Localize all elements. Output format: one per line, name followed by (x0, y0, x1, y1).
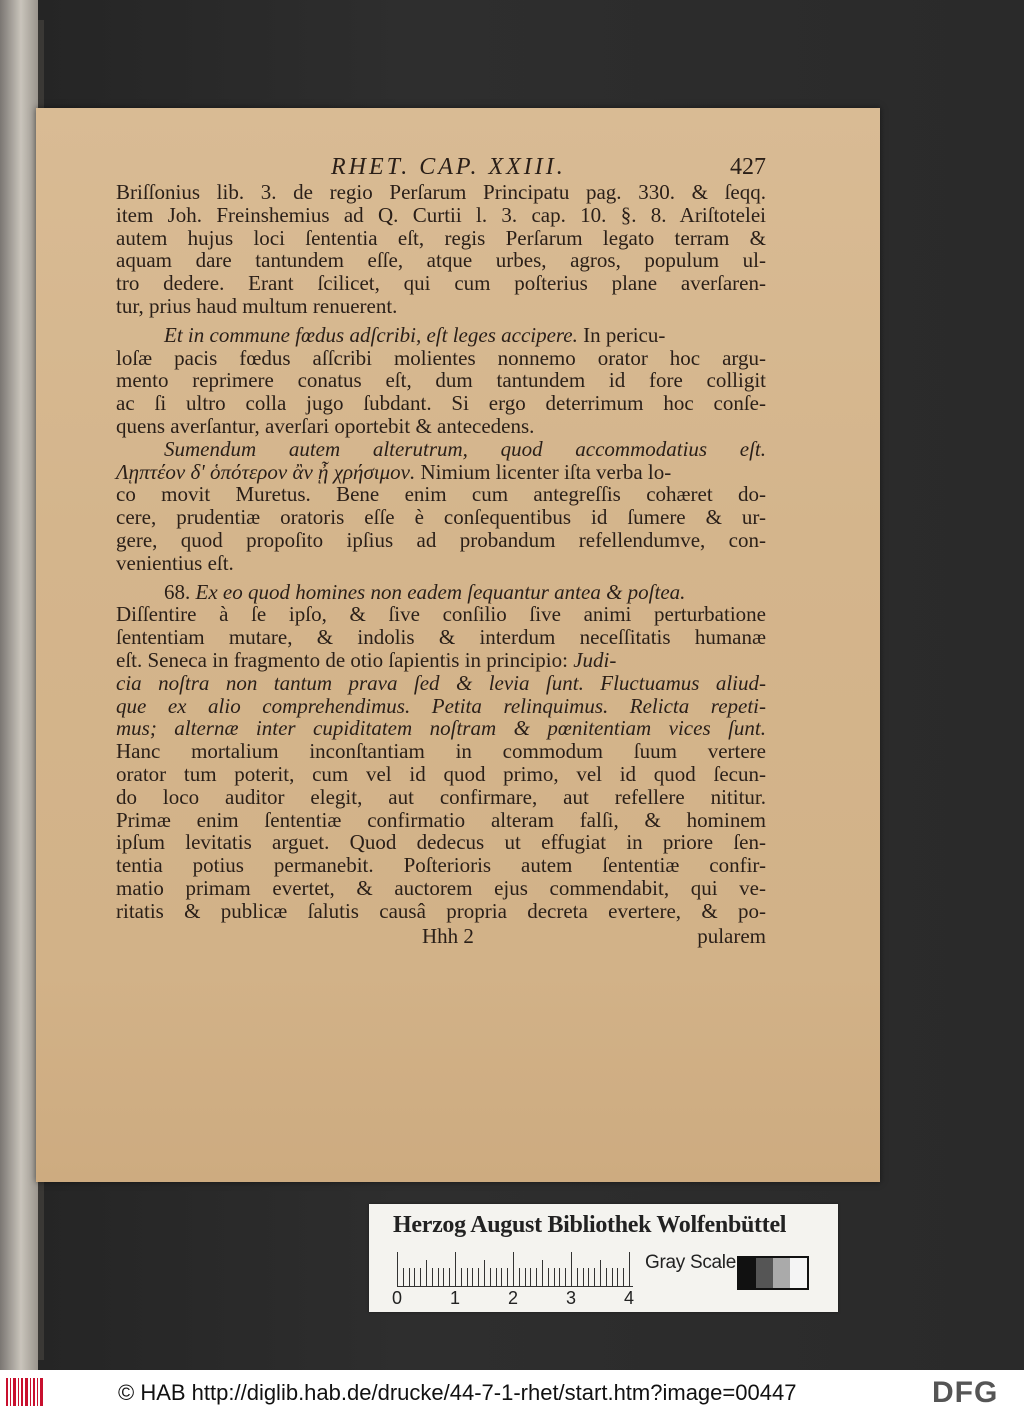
ruler-tick (606, 1268, 607, 1286)
text-line-tail-italic: Ex eo quod homines non eadem ſequantur antea & poſtea. (190, 579, 686, 604)
ruler-number: 1 (449, 1288, 461, 1308)
library-name: Herzog August Bibliothek Wolfenbüttel (393, 1212, 787, 1238)
barcode-bar (6, 1378, 8, 1406)
text-line (116, 204, 766, 227)
text-line (116, 369, 766, 392)
text-line (116, 529, 766, 552)
page-number: 427 (730, 154, 766, 180)
text-line-content: venientius eſt. (116, 550, 234, 575)
ruler-tick (525, 1268, 526, 1286)
barcode-logo-icon[interactable] (6, 1378, 46, 1406)
ruler-tick (617, 1268, 618, 1286)
ruler-tick (461, 1268, 462, 1286)
ruler-tick (397, 1252, 398, 1286)
catchword: pularem (697, 923, 766, 948)
text-line-content: eſt. Seneca in fragmento de otio ſapientis in principio: (116, 647, 568, 672)
ruler-number: 0 (391, 1288, 403, 1308)
text-line-content: tentia potius permanebit. Poſterioris autem ſententiæ confir- (116, 853, 766, 878)
barcode-bar (13, 1378, 16, 1406)
ruler-tick (409, 1268, 410, 1286)
text-line (116, 347, 766, 370)
ruler-tick (484, 1260, 485, 1286)
text-line-content: 68. (164, 579, 191, 604)
book-page (36, 108, 880, 1182)
text-line-content: Hanc mortalium inconſtantiam in commodum ſuum vertere (116, 739, 766, 764)
text-line (116, 415, 766, 438)
ruler-number: 4 (623, 1288, 635, 1308)
barcode-bar (25, 1378, 28, 1406)
barcode-bar (18, 1378, 19, 1406)
ruler-tick (403, 1268, 404, 1286)
ruler-number: 3 (565, 1288, 577, 1308)
ruler-number: 2 (507, 1288, 519, 1308)
text-line (116, 717, 766, 740)
ruler-tick (449, 1268, 450, 1286)
ruler-tick (559, 1268, 560, 1286)
ruler-tick (507, 1268, 508, 1286)
text-line-content: autem hujus loci ſententia eſt, regis Perſarum legato terram & (116, 225, 766, 250)
text-line (116, 392, 766, 415)
text-line (116, 672, 766, 695)
ruler-tick (490, 1268, 491, 1286)
text-line-content: cere, prudentiæ oratoris eſſe è conſequentibus id ſumere & ur- (116, 505, 766, 530)
text-line-content: Λῃπτέον δ' ὁπότερον ἂν ᾖ χρήσιμον. (116, 459, 416, 484)
library-color-card (369, 1204, 838, 1312)
text-line-content: matio primam evertet, & auctorem ejus commendabit, qui ve- (116, 875, 766, 900)
text-line-content: item Joh. Freinshemius ad Q. Curtii l. 3. cap. 10. §. 8. Ariſtotelei (116, 202, 766, 227)
text-line (116, 272, 766, 295)
text-line-tail: In pericu- (577, 322, 666, 347)
text-line (116, 227, 766, 250)
ruler-tick (629, 1252, 630, 1286)
text-line (116, 763, 766, 786)
ruler-tick (478, 1268, 479, 1286)
text-line-content: ſententiam mutare, & indolis & interdum neceſſitatis humanæ (116, 625, 766, 650)
text-line-content: ac ſi ultro colla jugo ſubdant. Si ergo deterrimum hoc conſe- (116, 391, 766, 416)
ruler-tick (571, 1252, 572, 1286)
text-line-content: Sumendum autem alterutrum, quod accommodatius eſt. (164, 436, 766, 461)
text-line-tail: Nimium licenter iſta verba lo- (415, 459, 672, 484)
text-line (116, 603, 766, 626)
text-line (116, 740, 766, 763)
text-line-content: que ex alio comprehendimus. Petita relinquimus. Relicta repeti- (116, 693, 766, 718)
text-line (116, 295, 766, 318)
gray-scale-patch (739, 1258, 756, 1288)
text-line (116, 324, 766, 347)
ruler-tick (612, 1268, 613, 1286)
text-line-content: tro dedere. Erant ſcilicet, qui cum poſterius plane averſaren- (116, 271, 766, 296)
gray-scale-patch (773, 1258, 790, 1288)
ruler-baseline (397, 1286, 633, 1287)
text-line-content: quens averſantur, averſari oportebit & antecedens. (116, 413, 535, 438)
text-line-content: loſæ pacis fœdus aſſcribi molientes nonnemo orator hoc argu- (116, 345, 766, 370)
ruler-tick (554, 1268, 555, 1286)
barcode-bar (40, 1378, 43, 1406)
ruler-tick (565, 1268, 566, 1286)
ruler-tick (443, 1268, 444, 1286)
text-line-content: ipſum levitatis arguet. Quod dedecus ut effugiat in priore ſen- (116, 830, 766, 855)
viewer-footer (0, 1370, 1024, 1416)
text-line-content: cia noſtra non tantum prava ſed & levia ſunt. Fluctuamus aliud- (116, 670, 766, 695)
text-line (116, 581, 766, 604)
ruler-tick (600, 1260, 601, 1286)
text-line (116, 438, 766, 461)
text-line (116, 626, 766, 649)
barcode-bar (30, 1378, 31, 1406)
text-line (116, 552, 766, 575)
ruler-tick (513, 1252, 514, 1286)
ruler-tick (472, 1268, 473, 1286)
text-line (116, 249, 766, 272)
text-line-content: mus; alternæ inter cupiditatem noſtram & pœnitentiam vices ſunt. (116, 716, 766, 741)
barcode-bar (33, 1378, 35, 1406)
ruler-tick (519, 1268, 520, 1286)
text-line-content: tur, prius haud multum renuerent. (116, 293, 398, 318)
ruler-tick (623, 1268, 624, 1286)
text-line-content: co movit Muretus. Bene enim cum antegreſſis cohæret do- (116, 482, 766, 507)
text-line (116, 649, 766, 672)
signature-mark: Hhh 2 (422, 923, 474, 948)
ruler-tick (583, 1268, 584, 1286)
ruler-tick (536, 1268, 537, 1286)
text-line-content: aquam dare tantundem eſſe, atque urbes, agros, populum ul- (116, 248, 766, 273)
ruler-tick (496, 1268, 497, 1286)
text-line (116, 831, 766, 854)
text-line (116, 786, 766, 809)
ruler-tick (438, 1268, 439, 1286)
text-line (116, 854, 766, 877)
text-line-content: gere, quod propoſito ipſius ad probandum refellendumve, con- (116, 527, 766, 552)
ruler-tick (414, 1268, 415, 1286)
barcode-bar (10, 1378, 11, 1406)
barcode-bar (37, 1378, 38, 1406)
text-line (116, 181, 766, 204)
text-line-content: do loco auditor elegit, aut confirmare, aut refellere nititur. (116, 784, 766, 809)
text-line (116, 877, 766, 900)
text-line-content: mento reprimere conatus eſt, dum tantundem id fore colligit (116, 368, 766, 393)
gray-scale-swatch (737, 1256, 809, 1290)
gray-scale-patch (790, 1258, 807, 1288)
text-line (116, 900, 766, 923)
ruler-tick (594, 1268, 595, 1286)
text-line (116, 483, 766, 506)
ruler-tick (432, 1268, 433, 1286)
text-line (116, 461, 766, 484)
ruler-tick (467, 1268, 468, 1286)
ruler-tick (542, 1260, 543, 1286)
text-line-content: Briſſonius lib. 3. de regio Perſarum Principatu pag. 330. & ſeqq. (116, 180, 766, 204)
ruler-tick (588, 1268, 589, 1286)
text-line-content: Primæ enim ſententiæ confirmatio alteram falſi, & hominem (116, 807, 766, 832)
text-line-content: orator tum poterit, cum vel id quod primo, vel id quod ſecun- (116, 761, 766, 786)
ruler-tick (548, 1268, 549, 1286)
running-head-title: RHET. CAP. XXIII. (331, 154, 566, 180)
text-line-content: Et in commune fœdus adſcribi, eſt leges accipere. (164, 322, 578, 347)
ruler-tick (455, 1252, 456, 1286)
gray-scale-label: Gray Scale (645, 1252, 736, 1273)
ruler-tick (530, 1268, 531, 1286)
text-line-content: ritatis & publicæ ſalutis causâ propria decreta evertere, & po- (116, 898, 766, 923)
page-footer-line (116, 925, 766, 947)
dfg-logo[interactable]: DFG (932, 1376, 999, 1409)
scale-ruler (391, 1252, 635, 1308)
ruler-tick (501, 1268, 502, 1286)
text-line (116, 809, 766, 832)
book-edge-left (0, 0, 38, 1370)
text-line-tail-italic: Judi- (567, 647, 617, 672)
page-body (116, 181, 766, 923)
gray-scale-patch (756, 1258, 773, 1288)
text-line-content: Diſſentire à ſe ipſo, & ſive conſilio ſive animi perturbatione (116, 602, 766, 627)
text-line (116, 695, 766, 718)
text-line (116, 506, 766, 529)
ruler-tick (577, 1268, 578, 1286)
barcode-bar (21, 1378, 23, 1406)
ruler-tick (420, 1268, 421, 1286)
copyright-url[interactable]: © HAB http://diglib.hab.de/drucke/44-7-1-rhet/start.htm?image=00447 (118, 1380, 797, 1405)
running-head (116, 156, 766, 180)
ruler-tick (426, 1260, 427, 1286)
